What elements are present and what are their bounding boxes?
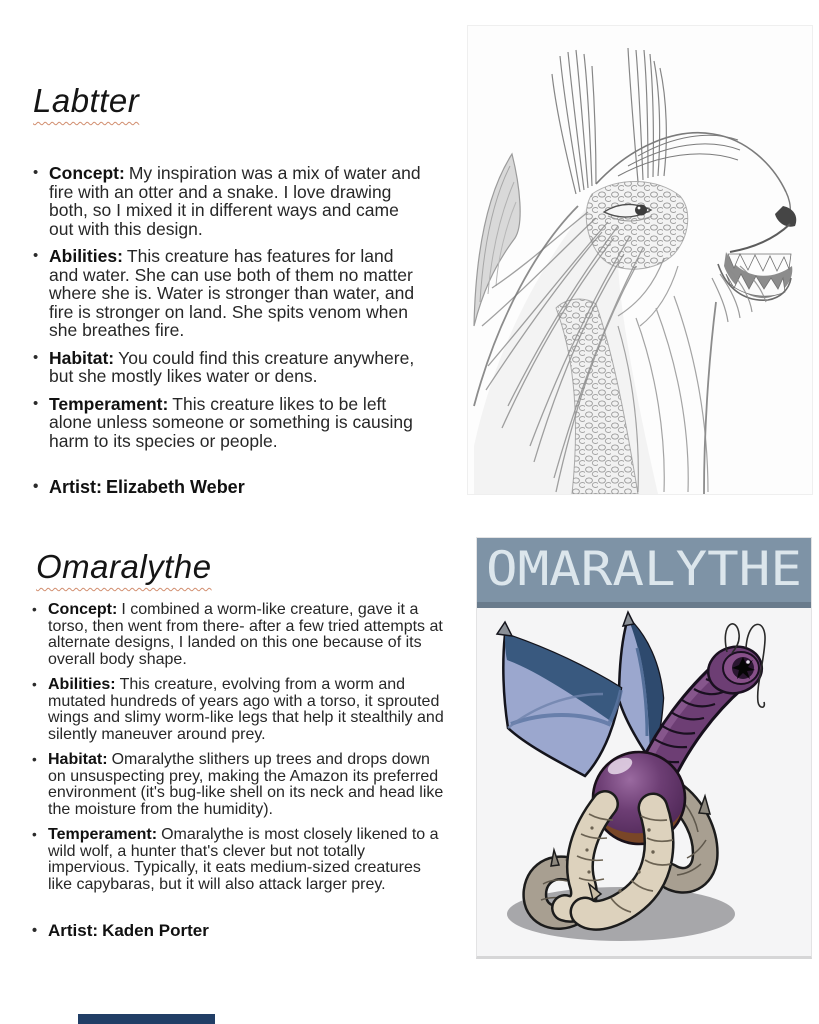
bullet-concept	[49, 164, 425, 238]
cheek-scales	[586, 181, 687, 269]
bullet-label: Habitat:	[49, 347, 115, 368]
bullet-label: Temperament:	[49, 393, 169, 414]
banner	[477, 538, 811, 608]
page-title: Omaralythe	[36, 548, 212, 585]
bullet-list	[48, 602, 448, 940]
bullet-habitat	[49, 349, 425, 386]
bullet-temperament	[49, 395, 425, 451]
artist-line	[48, 923, 448, 940]
creature-svg	[477, 608, 811, 954]
bullet-label: Abilities:	[49, 246, 123, 266]
bullet-text: Omaralythe slithers up trees and drops down on unsuspecting prey, making the Amazon its preferred environment (it's bug-like shell on its neck and head like the moisture from the humidity).	[48, 751, 444, 818]
artist-name: Kaden Porter	[102, 921, 209, 940]
bullet-label: Abilities:	[48, 676, 116, 693]
bullet-text: My inspiration was a mix of water and fire with an otter and a snake. I love drawing both, so I mixed it in different ways and came out with this design.	[49, 163, 421, 239]
bullet-text: This creature likes to be left alone unless someone or something is causing harm to its species or people.	[49, 393, 413, 451]
banner-title: OMARALYTHE	[486, 542, 802, 598]
artist-label: Artist:	[48, 921, 99, 940]
bullet-label: Temperament:	[48, 826, 158, 843]
bullet-label: Concept:	[49, 163, 125, 183]
banner-svg	[477, 538, 811, 602]
section-omaralythe	[36, 548, 448, 949]
bullet-text: This creature has features for land and water. She can use both of them no matter where she is. Water is stronger than water, and fire is stronger on land. She spits venom when she breathes fire.	[49, 246, 415, 340]
page-title: Labtter	[33, 82, 140, 119]
bullet-text: You could find this creature anywhere, but she mostly likes water or dens.	[49, 347, 415, 386]
wing-left	[497, 622, 621, 776]
section-labtter	[33, 82, 425, 506]
bullet-label: Concept:	[48, 601, 118, 618]
bullet-abilities	[48, 677, 448, 743]
creature-illustration	[476, 537, 812, 959]
bullet-label: Habitat:	[48, 751, 108, 768]
bullet-concept	[48, 602, 448, 668]
artist-line	[49, 478, 425, 497]
bullet-abilities	[49, 247, 425, 340]
bullet-temperament	[48, 827, 448, 893]
dragon-sketch-svg	[468, 26, 812, 494]
footer-accent-bar	[78, 1014, 215, 1024]
bullet-habitat	[48, 752, 448, 818]
bullet-text: I combined a worm-like creature, gave it a torso, then went from there- after a few tried attempts at alternate designs, I landed on this one because of its overall body shape.	[48, 601, 443, 668]
dragon-sketch-image	[467, 25, 813, 495]
bullet-list	[49, 164, 425, 497]
artist-label: Artist:	[49, 477, 102, 497]
bullet-text: Omaralythe is most closely likened to a wild wolf, a hunter that's clever but not totally impervious. Typically, it eats medium-sized creatures like capybaras, but it will also attack larger prey.	[48, 826, 439, 893]
artist-name: Elizabeth Weber	[106, 477, 245, 497]
bullet-text: This creature, evolving from a worm and mutated hundreds of years ago with a torso, it sprouted wings and slimy worm-like legs that help it stealthily and silently maneuver around prey.	[48, 676, 444, 743]
